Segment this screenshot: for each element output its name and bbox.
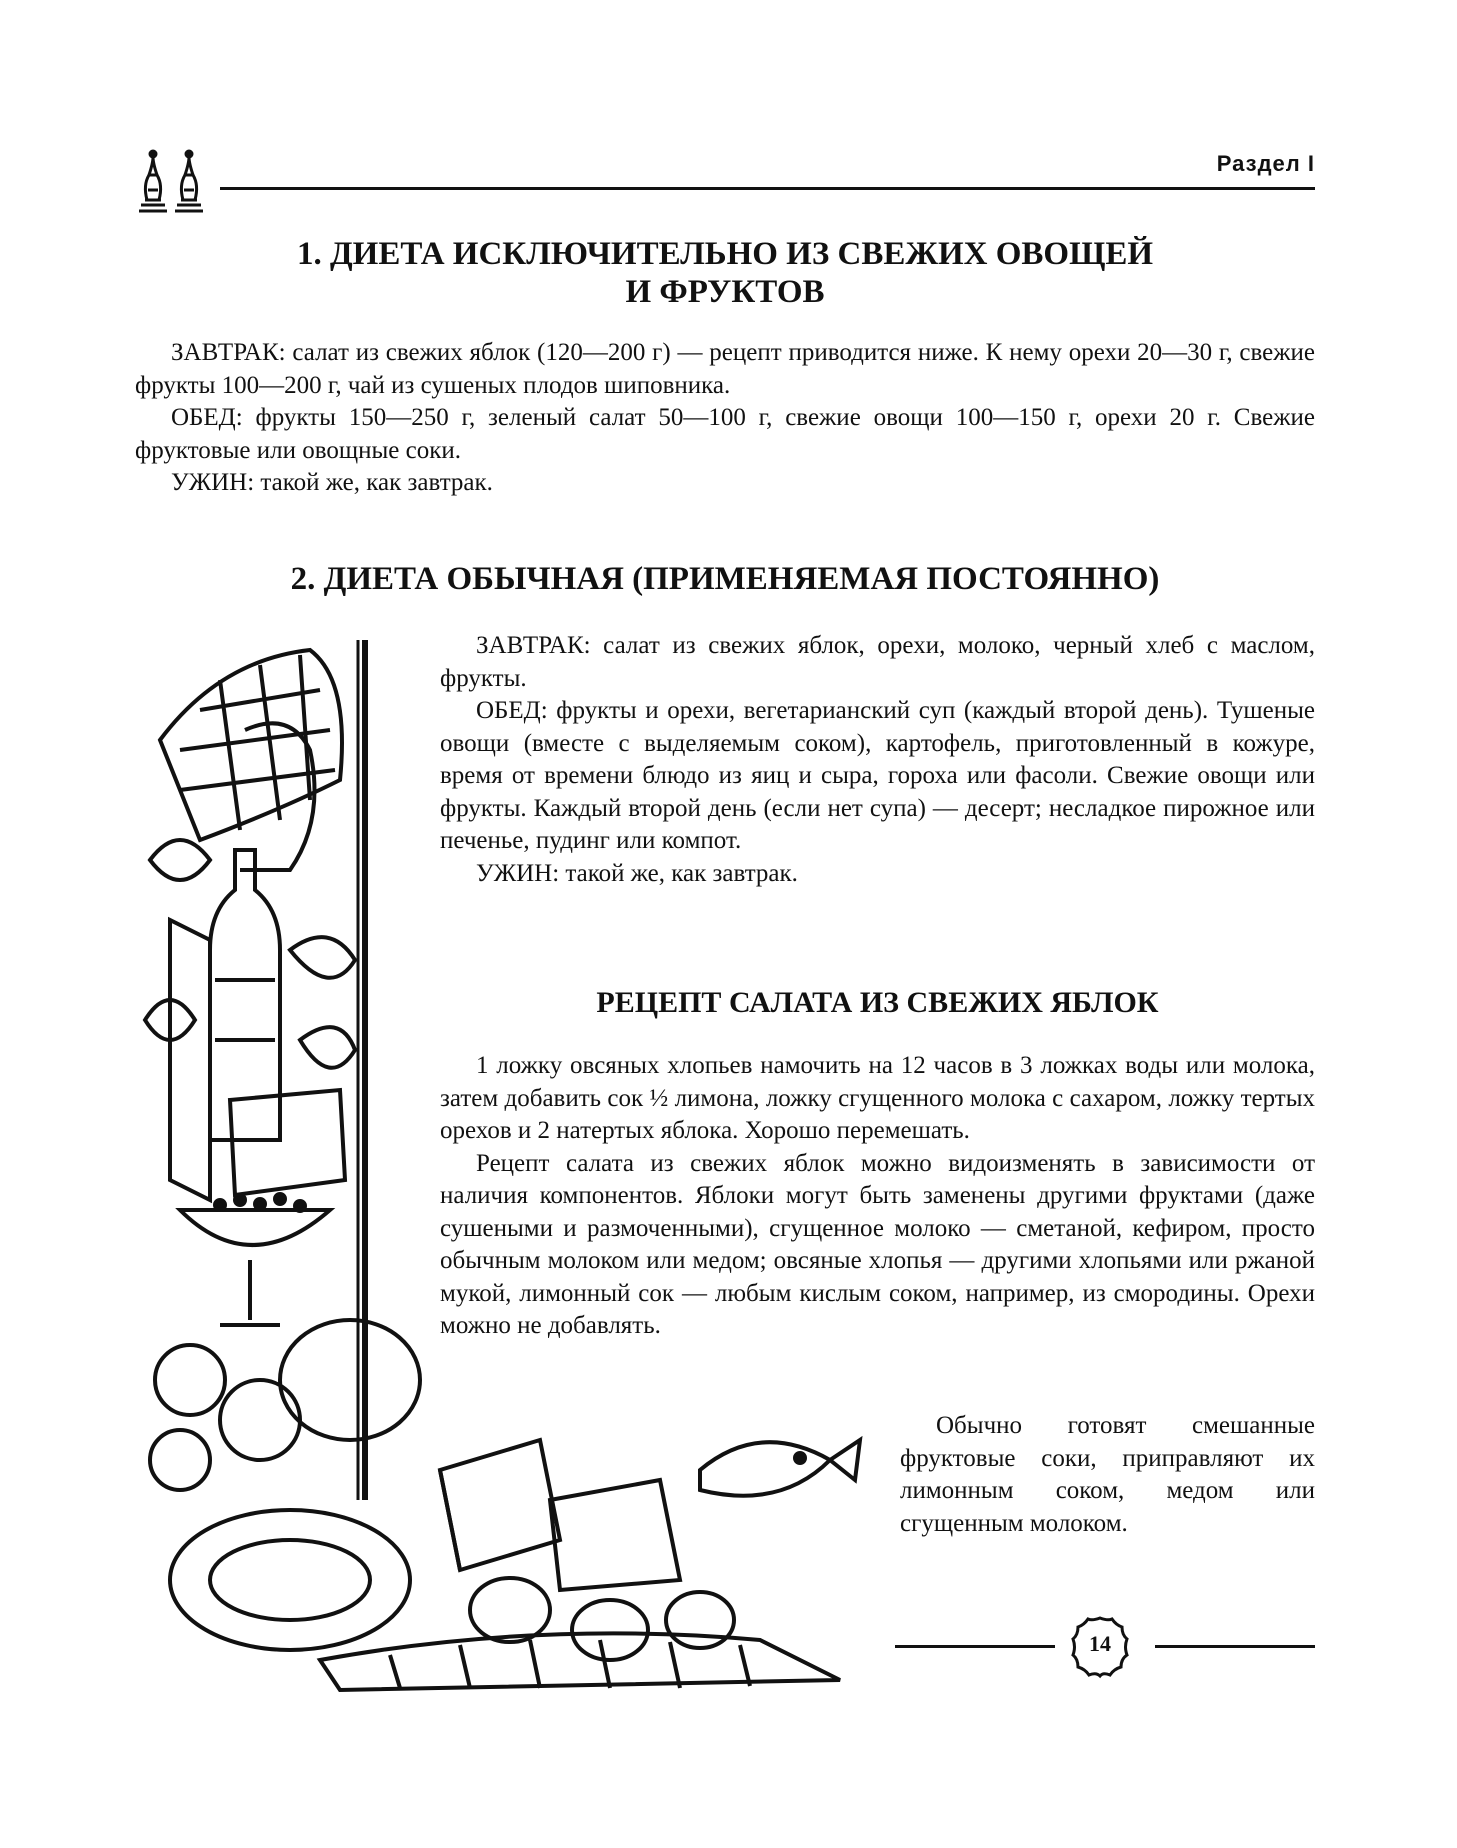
diet1-title-line1: 1. ДИЕТА ИСКЛЮЧИТЕЛЬНО ИЗ СВЕЖИХ ОВОЩЕЙ <box>296 236 1154 272</box>
diet1-lunch: ОБЕД: фрукты 150—250 г, зеленый салат 50—100 г, свежие овощи 100—150 г, орехи 20 г. Свежие фруктовые или овощные соки. <box>135 404 1315 464</box>
page-footer <box>895 1615 1315 1685</box>
recipe-variations: Рецепт салата из свежих яблок можно видоизменять в зависимости от наличия компонентов. Яблоки могут быть заменены другими фруктами (даже сушеными и размоченными), сгущенное молоко — сметаной, кефиром, просто обычным молоком или медом; овсяные хлопья — другими хлопьями или ржаной мукой, лимонный сок — любым кислым соком, например, из смородины. Орехи можно не добавлять. <box>440 1149 1315 1339</box>
recipe-instructions: 1 ложку овсяных хлопьев намочить на 12 часов в 3 ложках воды или молока, затем добавить сок ½ лимона, ложку сгущенного молока с сахаром, ложку тертых орехов и 2 натертых яблока. Хорошо перемешать. <box>440 1052 1315 1144</box>
diet2-lunch: ОБЕД: фрукты и орехи, вегетарианский суп (каждый второй день). Тушеные овощи (вместе с выделяемым соком), картофель, приготовленный в кожуре, время от времени блюдо из яиц и сыра, гороха или фасоли. Свежие овощи или фрукты. Каждый второй день (если нет супа) — десерт; несладкое пирожное или печенье, пудинг или компот. <box>440 697 1315 854</box>
recipe-note <box>900 1410 1315 1540</box>
food-still-life-illustration <box>140 620 880 1695</box>
footer-rule-left <box>895 1645 1055 1648</box>
section-label: Раздел I <box>1216 151 1315 176</box>
salt-shakers-icon <box>135 145 215 215</box>
diet1-title-line2: И ФРУКТОВ <box>625 274 825 310</box>
diet2-breakfast: ЗАВТРАК: салат из свежих яблок, орехи, молоко, черный хлеб с маслом, фрукты. <box>440 632 1315 692</box>
diet1-title <box>135 235 1315 311</box>
footer-rule-right <box>1155 1645 1315 1648</box>
header-rule <box>220 187 1315 190</box>
page-number: 14 <box>1089 1631 1111 1656</box>
page-header <box>135 145 1315 215</box>
recipe-title: РЕЦЕПТ САЛАТА ИЗ СВЕЖИХ ЯБЛОК <box>596 986 1159 1019</box>
diet1-body <box>135 337 1315 500</box>
diet1-dinner: УЖИН: такой же, как завтрак. <box>171 469 493 496</box>
diet2-title: 2. ДИЕТА ОБЫЧНАЯ (ПРИМЕНЯЕМАЯ ПОСТОЯННО) <box>290 561 1160 597</box>
diet1-breakfast: ЗАВТРАК: салат из свежих яблок (120—200 г) — рецепт приводится ниже. К нему орехи 20—30 г, свежие фрукты 100—200 г, чай из сушеных плодов шиповника. <box>135 339 1315 399</box>
diet2-dinner: УЖИН: такой же, как завтрак. <box>476 859 798 887</box>
recipe-note-text: Обычно готовят смешанные фруктовые соки, приправляют их лимонным соком, медом или сгущенным молоком. <box>900 1412 1315 1537</box>
